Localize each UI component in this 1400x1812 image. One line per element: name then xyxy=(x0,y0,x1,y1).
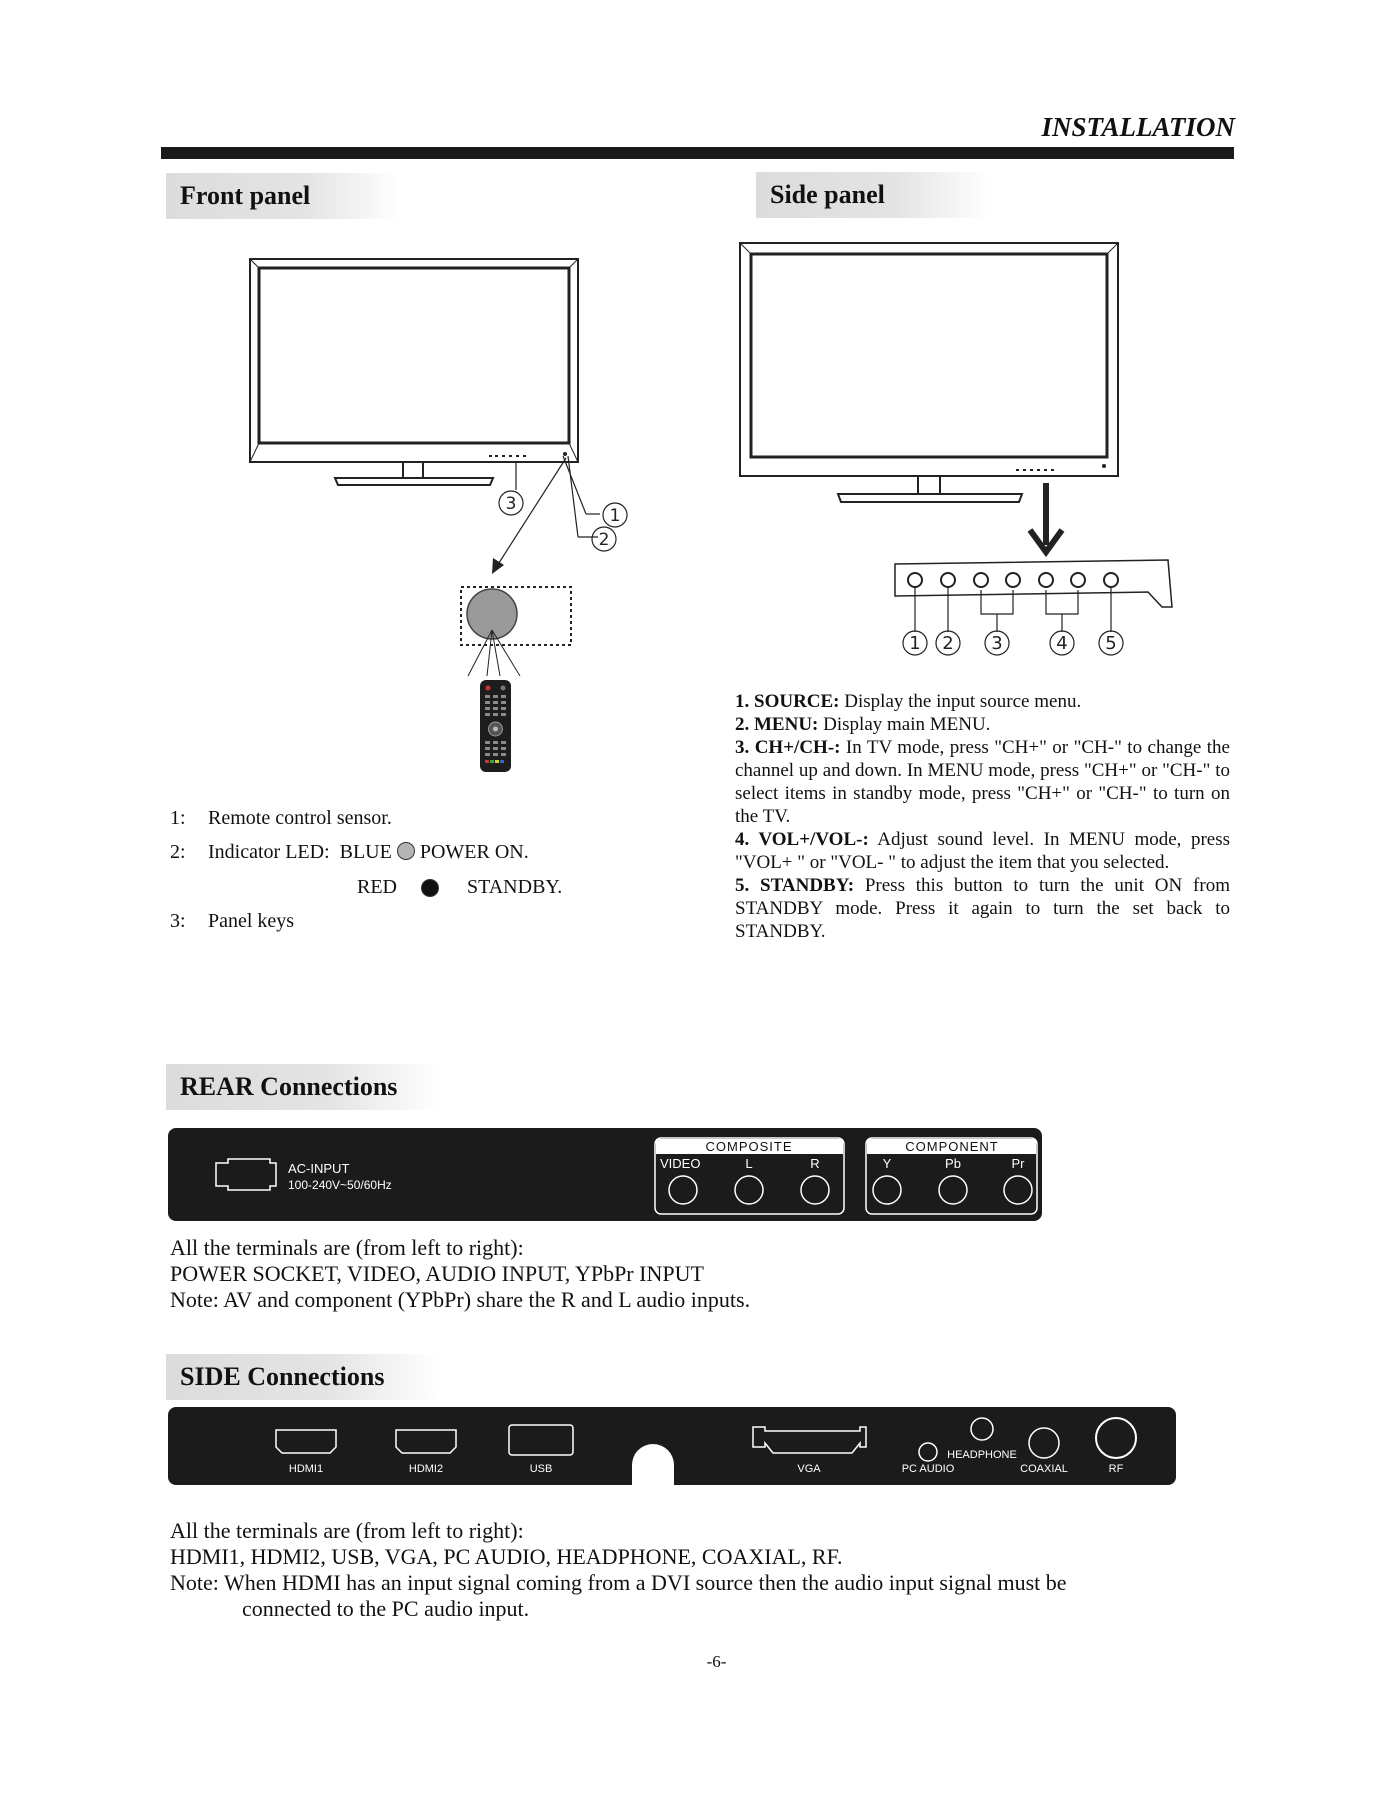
vga-label: VGA xyxy=(797,1463,821,1475)
rear-connections-panel xyxy=(168,1128,1042,1224)
side-tv-bezel xyxy=(740,243,1118,476)
side-connections-panel xyxy=(168,1407,1178,1487)
composite-video-label: VIDEO xyxy=(660,1156,701,1171)
rear-note-line-1: All the terminals are (from left to right): xyxy=(170,1235,524,1260)
hdmi1-label: HDMI1 xyxy=(288,1463,324,1475)
side-note-line-3: Note: When HDMI has an input signal coming from a DVI source then the audio input signal must be xyxy=(170,1570,1067,1595)
side-tv-screen xyxy=(751,254,1107,457)
pc-audio-label: PC AUDIO xyxy=(901,1463,955,1475)
side-tv-stand-base xyxy=(838,494,1022,502)
coaxial-label: COAXIAL xyxy=(1020,1463,1068,1475)
side-callout-4: 4 xyxy=(1056,633,1068,654)
composite-label: COMPOSITE xyxy=(705,1139,793,1154)
page-header-title: INSTALLATION xyxy=(1041,112,1235,142)
legend-num-1: 1: xyxy=(170,807,186,829)
rear-connections-heading: REAR Connections xyxy=(166,1064,440,1110)
side-panel-descriptions xyxy=(735,690,1230,943)
rf-label: RF xyxy=(1108,1463,1124,1475)
legend-text-2: Indicator LED: xyxy=(208,841,330,863)
side-note-line-1: All the terminals are (from left to right): xyxy=(170,1518,524,1543)
rear-note-line-2: POWER SOCKET, VIDEO, AUDIO INPUT, YPbPr INPUT xyxy=(170,1261,704,1286)
side-callout-1: 1 xyxy=(909,633,921,654)
hdmi2-label: HDMI2 xyxy=(408,1463,444,1475)
component-y-label: Y xyxy=(882,1156,892,1171)
side-connections-heading: SIDE Connections xyxy=(166,1354,440,1400)
rear-connections-notes xyxy=(170,1235,750,1313)
usb-label: USB xyxy=(529,1463,553,1475)
headphone-label: HEADPHONE xyxy=(947,1449,1017,1461)
led-power-on-label: POWER ON. xyxy=(419,841,529,863)
side-callout-3: 3 xyxy=(991,633,1003,654)
component-pb-label: Pb xyxy=(945,1156,961,1171)
panel-cutout xyxy=(632,1444,674,1487)
composite-l-label: L xyxy=(745,1156,753,1171)
desc-ch: 3. CH+/CH-: In TV mode, press "CH+" or "CH-" to change the channel up and down. In MENU mode, press "CH+" or "CH-" to select items in standby mode, press "CH+" or "CH-" to turn on the TV. xyxy=(735,737,1230,827)
led-standby-label: STANDBY. xyxy=(467,876,563,898)
side-panel-heading: Side panel xyxy=(756,172,990,218)
legend-num-3: 3: xyxy=(170,910,186,932)
led-red-label: RED xyxy=(357,876,397,898)
front-callout-2: 2 xyxy=(598,530,610,550)
desc-menu: 2. MENU: Display main MENU. xyxy=(735,714,991,735)
page-number: -6- xyxy=(706,1652,727,1671)
component-pr-label: Pr xyxy=(1011,1156,1025,1171)
side-connections-notes xyxy=(170,1518,1067,1622)
legend-text-3: Panel keys xyxy=(208,910,295,932)
ac-input-label: AC-INPUT xyxy=(288,1161,350,1176)
side-callout-2: 2 xyxy=(942,633,954,654)
side-note-line-4: connected to the PC audio input. xyxy=(242,1596,530,1621)
ac-spec-label: 100-240V~50/60Hz xyxy=(288,1178,392,1192)
composite-r-label: R xyxy=(810,1156,820,1171)
front-callout-1: 1 xyxy=(609,506,621,526)
led-blue-label: BLUE xyxy=(339,841,392,863)
front-callout-3: 3 xyxy=(505,494,517,514)
side-key-panel xyxy=(895,560,1172,607)
side-callout-5: 5 xyxy=(1105,633,1117,654)
legend-text-1: Remote control sensor. xyxy=(208,807,392,829)
desc-vol: 4. VOL+/VOL-: Adjust sound level. In MENU mode, press "VOL+ " or "VOL- " to adjust the item that you selected. xyxy=(735,829,1230,873)
side-panel-keys xyxy=(908,573,1118,587)
desc-source: 1. SOURCE: Display the input source menu. xyxy=(735,691,1082,712)
side-note-line-2: HDMI1, HDMI2, USB, VGA, PC AUDIO, HEADPHONE, COAXIAL, RF. xyxy=(170,1544,843,1569)
component-label: COMPONENT xyxy=(905,1139,999,1154)
front-panel-heading: Front panel xyxy=(166,173,400,219)
rear-note-line-3: Note: AV and component (YPbPr) share the R and L audio inputs. xyxy=(170,1287,751,1312)
desc-standby: 5. STANDBY: Press this button to turn the unit ON from STANDBY mode. Press it again to turn the set back to STANDBY. xyxy=(735,875,1230,942)
legend-num-2: 2: xyxy=(170,841,186,863)
